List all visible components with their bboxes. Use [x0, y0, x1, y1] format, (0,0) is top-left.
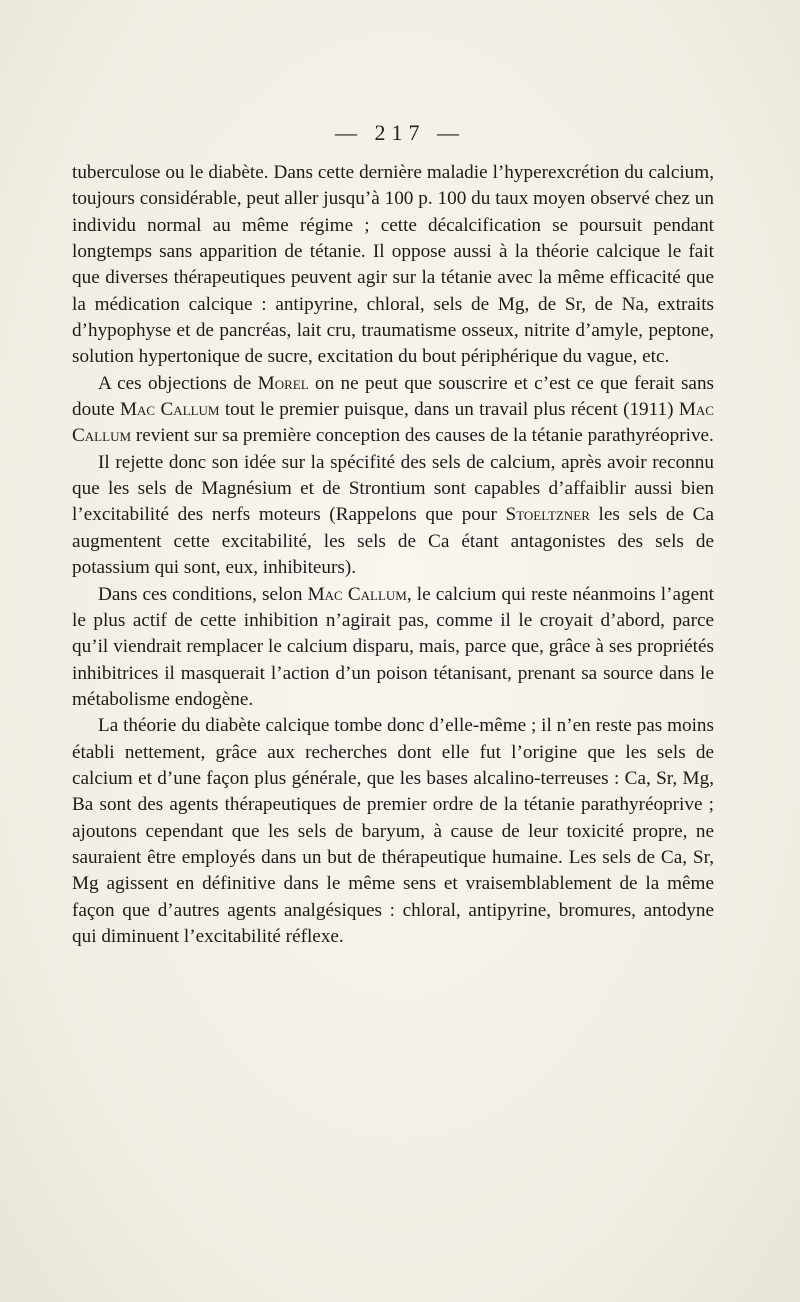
paragraph — [72, 582, 714, 714]
paragraph — [72, 160, 714, 371]
text-segment: revient sur sa première conception des causes de la tétanie parathyréoprive. — [131, 425, 714, 447]
author-name: Mac Callum — [72, 399, 714, 447]
text-segment: Dans ces conditions, selon — [98, 583, 308, 605]
author-name: Mac Callum — [119, 399, 220, 421]
text-segment: , le calcium qui reste néanmoins l’agent le plus actif de cette inhibition n’agirait pas, comme il le croyait d’abord, parce qu’il viendrait remplacer le calcium disparu, mais, parce que, grâce à ses propriétés inhibitrices il masquerait l’action d’un poison tétanisant, prenant sa source dans le métabolisme endogène. — [72, 583, 715, 710]
author-name: Stoeltzner — [505, 504, 590, 526]
text-segment: on ne peut que souscrire et c’est ce que ferait sans doute — [72, 372, 715, 421]
text-segment: tuberculose ou le diabète. Dans cette dernière maladie l’hyperexcrétion du calcium, toujours considérable, peut aller jusqu’à 100 p. 100 du taux moyen observé chez un individu normal au même régime ; cette décalcification se poursuit pendant longtemps sans apparition de tétanie. Il oppose aussi à la théorie calcique le fait que diverses thérapeutiques peuvent agir sur la tétanie avec la même efficacité que la médication calcique : antipyrine, chloral, sels de Mg, de Sr, de Na, extraits d’hypophyse et de pancréas, lait cru, traumatisme osseux, nitrite d’amyle, peptone, solution hypertonique de sucre, excitation du bout périphérique du vague, etc. — [72, 162, 714, 368]
text-segment: A ces objections de — [98, 372, 258, 394]
text-segment: La théorie du diabète calcique tombe donc d’elle-même ; il n’en reste pas moins établi nettement, grâce aux recherches dont elle fut l’origine que les sels de calcium et d’une façon plus générale, que les bases alcalino-terreuses : Ca, Sr, Mg, Ba sont des agents thérapeutiques de premier ordre de la tétanie parathyréoprive ; ajoutons cependant que les sels de baryum, à cause de leur toxicité propre, ne sauraient être employés dans un but de thérapeutique humaine. Les sels de Ca, Sr, Mg agissent en définitive dans le même sens et vraisemblablement de la même façon que d’autres agents analgésiques : chloral, antipyrine, bromures, antodyne qui diminuent l’excitabilité réflexe. — [72, 715, 714, 947]
paragraph — [72, 450, 714, 582]
paragraph — [72, 371, 714, 450]
author-name: Morel — [257, 372, 309, 394]
text-segment: les sels de Ca augmentent cette excitabilité, les sels de Ca étant antagonistes des sels de potassium qui sont, eux, inhibiteurs). — [72, 504, 714, 579]
text-segment: tout le premier puisque, dans un travail plus récent (1911) — [219, 399, 679, 421]
page-number: — 217 — — [335, 120, 465, 145]
paragraph — [72, 713, 714, 950]
text-segment: Il rejette donc son idée sur la spécifité des sels de calcium, après avoir reconnu que les sels de Magnésium et de Strontium sont capables d’affaiblir aussi bien l’excitabilité des nerfs moteurs (Rappelons que pour — [72, 451, 714, 526]
body-text — [72, 160, 714, 950]
author-name: Mac Callum — [307, 583, 407, 605]
